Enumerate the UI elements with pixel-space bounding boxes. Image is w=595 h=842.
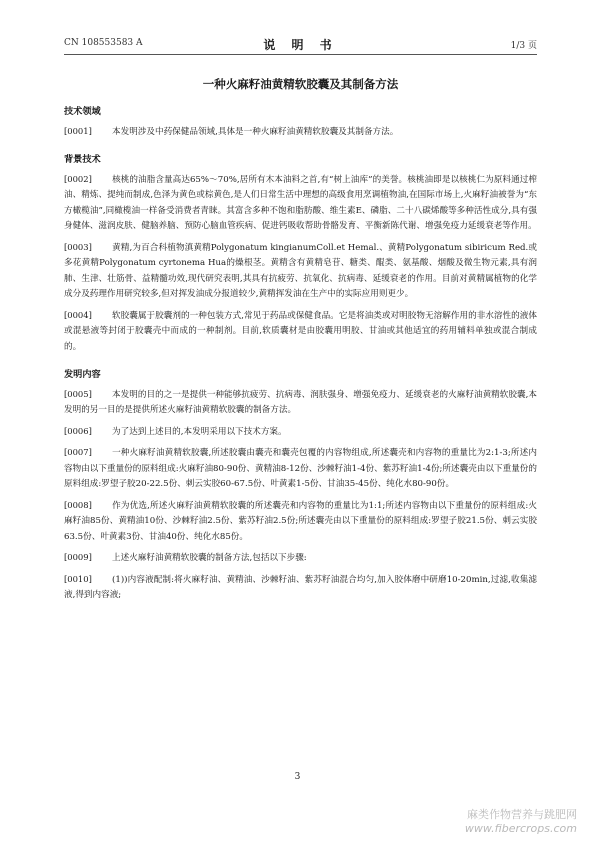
- paragraph-text: 核桃的油脂含量高达65%～70%,居所有木本油料之首,有“树上油库”的美誉。核桃油即是以核桃仁为原料通过榨油、精炼、提纯而制成,色泽为黄色或棕黄色,是人们日常生活中理想的高级食用烹调植物油,在国际市场上,火麻籽油被誉为“东方橄榄油”,同橄榄油一样备受消费者青睐。其富含多种不饱和脂肪酸、维生素E、磷脂、二十八碳烯酸等多种活性成分,具有强身健体、滋润皮肤、健脑养脑、预防心脑血管疾病、促进钙吸收帮助骨骼发育、平衡新陈代谢、增强免疫力延缓衰老等作用。: [64, 174, 537, 231]
- paragraph-number: [0004]: [64, 309, 92, 320]
- paragraph-number: [0006]: [64, 425, 92, 436]
- header-divider: [64, 54, 537, 55]
- paragraph-number: [0010]: [64, 573, 92, 584]
- paragraph: [64, 445, 537, 493]
- paragraph-text: 本发明涉及中药保健品领域,具体是一种火麻籽油黄精软胶囊及其制备方法。: [112, 126, 399, 137]
- paragraph: [64, 572, 537, 604]
- paragraph-number: [0007]: [64, 447, 92, 457]
- paragraph: [64, 424, 537, 441]
- document-title: 一种火麻籽油黄精软胶囊及其制备方法: [202, 77, 399, 91]
- paragraph: [64, 308, 537, 356]
- section-heading: 发明内容: [64, 369, 101, 380]
- page-indicator: 1/3 页: [510, 41, 537, 51]
- watermark-site-name: 麻类作物营养与跳肥网: [467, 808, 577, 821]
- paragraph-text: 软胶囊属于胶囊剂的一种包装方式,常见于药品或保健食品。它是将油类或对明胶物无溶解作用的非水溶性的液体或混悬液等封闭于胶囊壳中而成的一种制剂。目前,软质囊材是由胶囊用明胶、甘油或其他适宜的药用辅料单独或混合制成的。: [64, 310, 537, 352]
- paragraph-text: 为了达到上述目的,本发明采用以下技术方案。: [112, 426, 287, 437]
- paragraph-number: [0008]: [64, 499, 92, 510]
- paragraph: [64, 240, 537, 303]
- page-number: 3: [294, 772, 301, 782]
- document-body: [64, 104, 537, 609]
- paragraph-text: 作为优选,所述火麻籽油黄精软胶囊的所述囊壳和内容物的重量比为1:1;所述内容物由以下重量份的原料组成:火麻籽油85份、黄精油10份、沙棘籽油2.5份、紫苏籽油2.5份;所述囊壳由以下重量份的原料组成:罗望子胶21.5份、刺云实胶63.5份、叶黄素3份、甘油40份、纯化水85份。: [64, 500, 537, 542]
- paragraph: [64, 172, 537, 235]
- paragraph-text: 本发明的目的之一是提供一种能够抗疲劳、抗病毒、润肤强身、增强免疫力、延缓衰老的火麻籽油黄精软胶囊,本发明的另一目的是提供所述火麻籽油黄精软胶囊的制备方法。: [64, 389, 537, 415]
- paragraph-text: 黄精,为百合科植物滇黄精Polygonatum kingianumColl.et Hemal.、黄精Polygonatum sibiricum Red.或多花黄精Polygonatum cyrtonema Hua的燥根茎。黄精含有黄精皂苷、糖类、醌类、氨基酸、烟酸及微生物元素,具有润肺、生津、壮筋骨、益精髓功效,现代研究表明,其具有抗疲劳、抗氧化、抗病毒、延缓衰老的作用。目前对黄精属植物的化学成分及药理作用研究较多,但对挥发油成分报道较少,黄精挥发油在生产中的实际应用则更少。: [64, 242, 537, 299]
- paragraph-number: [0002]: [64, 173, 92, 184]
- paragraph-number: [0001]: [64, 125, 92, 136]
- document-type: 说 明 书: [263, 38, 338, 52]
- watermark-url: www.fibercrops.com: [464, 822, 577, 835]
- paragraph-text: 一种火麻籽油黄精软胶囊,所述胶囊由囊壳和囊壳包覆的内容物组成,所述囊壳和内容物的重量比为2:1-3;所述内容物由以下重量份的原料组成:火麻籽油80-90份、黄精油8-12份、沙棘籽油1-4份、紫苏籽油1-4份;所述囊壳由以下重量份的原料组成:罗望子胶20-22.5份、刺云实胶60-67.5份、叶黄素1-5份、甘油35-45份、纯化水80-90份。: [64, 448, 537, 489]
- page-header: [64, 36, 537, 50]
- paragraph: [64, 124, 537, 141]
- paragraph-text: (1))内容液配制:将火麻籽油、黄精油、沙棘籽油、紫苏籽油混合均匀,加入胶体磨中研磨10-20min,过滤,收集滤液,得到内容液;: [64, 574, 537, 600]
- paragraph: [64, 387, 537, 419]
- paragraph-number: [0005]: [64, 388, 92, 399]
- paragraph-text: 上述火麻籽油黄精软胶囊的制备方法,包括以下步骤:: [112, 553, 307, 563]
- paragraph: [64, 550, 537, 567]
- paragraph-number: [0003]: [64, 241, 92, 252]
- paragraph-number: [0009]: [64, 552, 92, 562]
- paragraph: [64, 498, 537, 546]
- section-heading: 技术领域: [64, 106, 101, 117]
- watermark: [465, 806, 577, 835]
- section-heading: 背景技术: [64, 154, 101, 165]
- patent-number: CN 108553583 A: [64, 38, 143, 48]
